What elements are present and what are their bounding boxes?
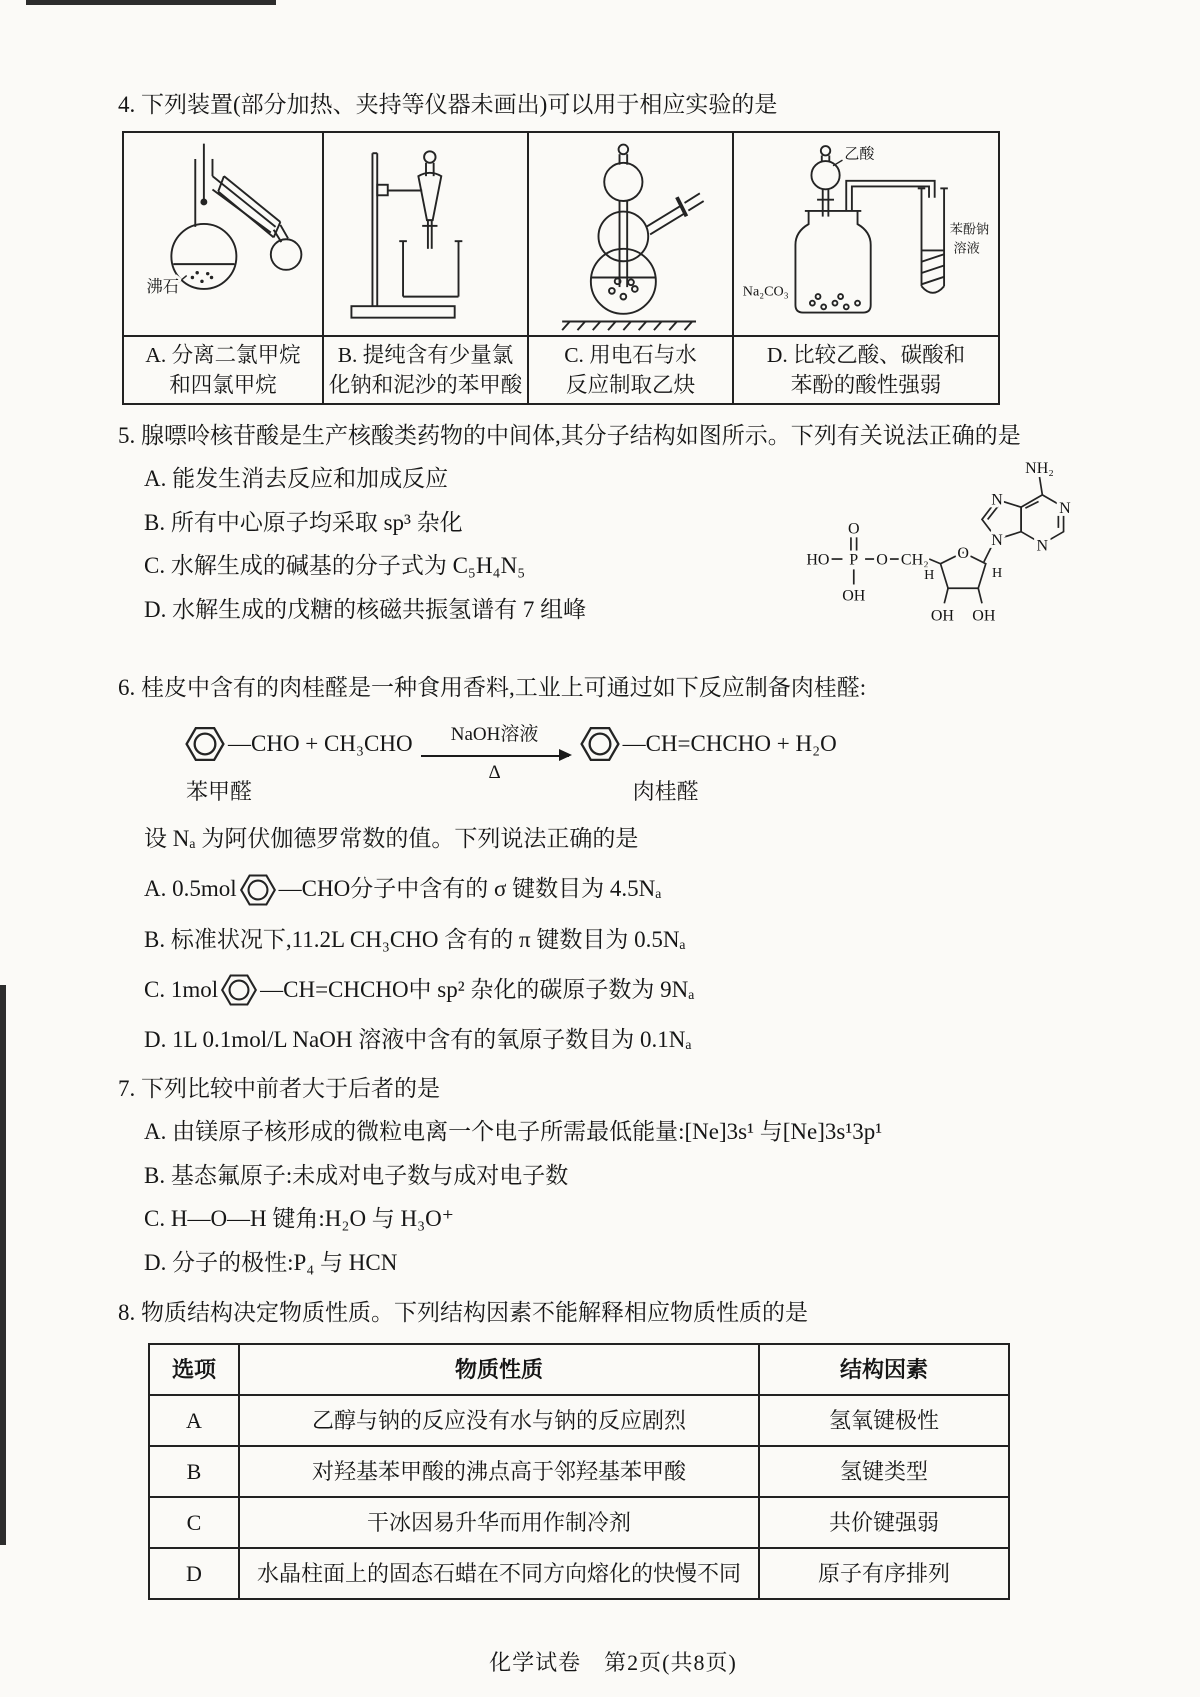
page-footer: 化学试卷 第2页(共8页) [489, 1649, 737, 1675]
phenolate-label-line1: 苯酚钠 [949, 221, 990, 237]
distillation-apparatus-figure [127, 136, 319, 332]
q8-header-option: 选项 [149, 1344, 239, 1395]
q4-stem: 4. 下列装置(部分加热、夹持等仪器未画出)可以用于相应实验的是 [118, 92, 778, 117]
q4-option-d-line1: D. 比较乙酸、碳酸和 [766, 342, 966, 367]
q4-figure-cell-d [733, 132, 999, 336]
q8-stem: 8. 物质结构决定物质性质。下列结构因素不能解释相应物质性质的是 [118, 1300, 808, 1326]
ho-label: HO [806, 551, 830, 569]
q6-option-a-pre: A. 0.5mol [144, 876, 237, 902]
q5-block [118, 419, 1108, 671]
benzene-ring-icon [577, 721, 623, 767]
q4-figure-cell-c [528, 132, 733, 336]
q4-option-a-line2: 和四氯甲烷 [169, 372, 277, 397]
reaction-condition-bottom: Δ [488, 761, 501, 783]
amp-molecular-structure [784, 447, 1114, 639]
q8-cell: 原子有序排列 [759, 1548, 1009, 1599]
q8-cell: 氢键类型 [759, 1446, 1009, 1497]
q4-option-c [528, 336, 733, 404]
q6-option-d: D. 1L 0.1mol/L NaOH 溶液中含有的氧原子数目为 0.1Nₐ [144, 1027, 692, 1053]
phosphate-o-label: O [847, 520, 860, 538]
p-label: P [849, 551, 859, 569]
n7-label: N [991, 491, 1003, 509]
q8-cell: 对羟基苯甲酸的沸点高于邻羟基苯甲酸 [239, 1446, 759, 1497]
q6-option-c-pre: C. 1mol [144, 976, 219, 1002]
q6-reaction-equation [182, 721, 1108, 808]
oh-left-label: OH [930, 607, 954, 625]
q5-option-a: A. 能发生消去反应和加成反应 [144, 466, 449, 492]
product-formula: —CH=CHCHO + H₂O [622, 730, 837, 756]
q4-option-b-line2: 化钠和泥沙的苯甲酸 [328, 372, 523, 397]
phosphate-oh-label: OH [842, 587, 866, 605]
q5-option-b: B. 所有中心原子均采取 sp³ 杂化 [144, 509, 463, 535]
q8-row-d [149, 1548, 1009, 1599]
q5-option-c: C. 水解生成的碱基的分子式为 C₅H₄N₅ [144, 553, 526, 579]
q4-option-b [323, 336, 528, 404]
benzene-ring-icon [237, 869, 279, 911]
q8-cell: C [149, 1497, 239, 1548]
q8-header-factor: 结构因素 [759, 1344, 1009, 1395]
reaction-condition-top: NaOH溶液 [450, 724, 539, 746]
n9-label: N [991, 531, 1003, 549]
product-group [577, 721, 837, 808]
h-right-label: H [991, 564, 1003, 581]
q5-option-d: D. 水解生成的戊糖的核磁共振氢谱有 7 组峰 [144, 596, 587, 622]
q8-cell: 乙醇与钠的反应没有水与钠的反应剧烈 [239, 1395, 759, 1446]
q8-row-b [149, 1446, 1009, 1497]
q5-stem: 5. 腺嘌呤核苷酸是生产核酸类药物的中间体,其分子结构如图所示。下列有关说法正确的是 [118, 422, 1021, 448]
q8-header-property: 物质性质 [239, 1344, 759, 1395]
q8-cell: A [149, 1395, 239, 1446]
reaction-arrow [421, 721, 569, 787]
arrow-shaft [421, 755, 569, 757]
q8-cell: 共价键强弱 [759, 1497, 1009, 1548]
zeolite-label: 沸石 [146, 277, 180, 296]
q7-option-d: D. 分子的极性:P₄ 与 HCN [144, 1249, 398, 1275]
q4-option-c-line2: 反应制取乙炔 [565, 372, 695, 397]
filtration-apparatus-figure [330, 136, 522, 332]
q6-option-a-post: —CHO分子中含有的 σ 键数目为 4.5Nₐ [278, 876, 662, 902]
ribose-o-label: O [957, 544, 969, 562]
q7-option-a: A. 由镁原子核形成的微粒电离一个电子所需最低能量:[Ne]3s¹ 与[Ne]3s¹3p¹ [144, 1119, 883, 1145]
q8-header-row [149, 1344, 1009, 1395]
q7-stem: 7. 下列比较中前者大于后者的是 [118, 1075, 440, 1101]
sodium-carbonate-label: Na₂CO₃ [742, 283, 789, 300]
ester-o-label: O [876, 551, 888, 569]
q8-table [148, 1343, 1010, 1600]
q4-option-b-line1: B. 提纯含有少量氯 [337, 342, 514, 367]
oh-right-label: OH [972, 607, 996, 625]
ch2-label: CH₂ [900, 551, 929, 569]
q8-cell: 水晶柱面上的固态石蜡在不同方向熔化的快慢不同 [239, 1548, 759, 1599]
q4-option-d [733, 336, 999, 404]
q7-option-b: B. 基态氟原子:未成对电子数与成对电子数 [144, 1162, 569, 1188]
q8-cell: 氢氧键极性 [759, 1395, 1009, 1446]
q7-option-c: C. H—O—H 键角:H₂O 与 H₃O⁺ [144, 1206, 454, 1232]
nh2-label: NH₂ [1025, 459, 1054, 477]
acetic-acid-label: 乙酸 [844, 145, 875, 162]
q8-row-a [149, 1395, 1009, 1446]
q8-row-c [149, 1497, 1009, 1548]
q6-option-c [144, 969, 1108, 1011]
acetylene-generator-figure [535, 136, 727, 332]
product-name: 肉桂醛 [632, 779, 699, 805]
q6-option-b: B. 标准状况下,11.2L CH₃CHO 含有的 π 键数目为 0.5Nₐ [144, 926, 686, 952]
benzene-ring-icon [182, 721, 228, 767]
q4-apparatus-table [122, 131, 1000, 405]
q4-figure-cell-a [123, 132, 323, 336]
q8-cell: D [149, 1548, 239, 1599]
q6-option-c-post: —CH=CHCHO中 sp² 杂化的碳原子数为 9Nₐ [260, 976, 695, 1002]
q4-option-a-line1: A. 分离二氯甲烷 [145, 342, 301, 367]
benzene-ring-icon [218, 969, 260, 1011]
q6-stem: 6. 桂皮中含有的肉桂醛是一种食用香料,工业上可通过如下反应制备肉桂醛: [118, 674, 867, 700]
q4-option-a [123, 336, 323, 404]
q8-cell: 干冰因易升华而用作制冷剂 [239, 1497, 759, 1548]
reactant-formula: —CHO + CH₃CHO [228, 730, 413, 756]
q6-setup-line: 设 Nₐ 为阿伏伽德罗常数的值。下列说法正确的是 [144, 826, 639, 852]
reactant-name: 苯甲醛 [186, 779, 253, 805]
n1-label: N [1059, 499, 1071, 517]
reactant-group [182, 721, 413, 808]
q4-figure-cell-b [323, 132, 528, 336]
q4-option-d-line2: 苯酚的酸性强弱 [790, 372, 942, 397]
q8-cell: B [149, 1446, 239, 1497]
q4-option-c-line1: C. 用电石与水 [564, 342, 697, 367]
phenolate-label-line2: 溶液 [953, 239, 980, 255]
n3-label: N [1036, 537, 1049, 555]
q6-option-a [144, 869, 1108, 911]
h-left-label: H [924, 566, 935, 583]
acidity-comparison-figure [739, 136, 993, 332]
